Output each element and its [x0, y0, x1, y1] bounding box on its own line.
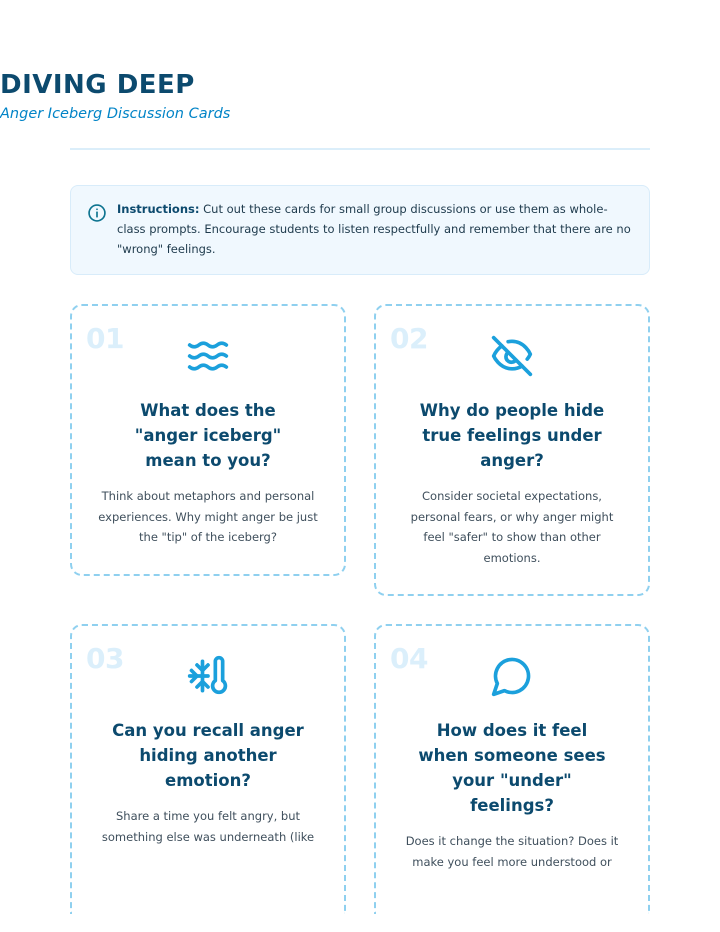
instructions-body: Cut out these cards for small group discussions or use them as whole-class prompts. Encourage students to listen respectfully and remember that there are no "wrong" feelings.	[117, 202, 631, 256]
card-description: Does it change the situation? Does it make you feel more understood or	[405, 834, 619, 869]
waves-icon	[186, 334, 230, 378]
instructions-label: Instructions:	[117, 202, 200, 216]
card-description: Consider societal expectations, personal fears, or why anger might feel "safer" to show than other emotions.	[410, 489, 614, 565]
card-number: 01	[86, 322, 124, 355]
instructions-box	[70, 185, 650, 275]
page-title: DIVING DEEP	[0, 70, 195, 100]
card-description: Think about metaphors and personal experiences. Why might anger be just the "tip" of the iceberg?	[98, 489, 318, 544]
eye-off-icon	[490, 334, 534, 378]
page-subtitle: Anger Iceberg Discussion Cards	[0, 106, 231, 122]
card-question: Can you recall anger hiding another emotion?	[112, 721, 304, 790]
info-icon	[87, 203, 107, 223]
message-circle-icon	[490, 654, 534, 698]
discussion-card-3	[70, 624, 346, 914]
card-question: What does the "anger iceberg" mean to you?	[134, 401, 282, 470]
discussion-card-1	[70, 304, 346, 576]
header-divider	[70, 148, 650, 150]
card-question: How does it feel when someone sees your "under" feelings?	[418, 721, 606, 815]
discussion-card-2	[374, 304, 650, 596]
card-description: Share a time you felt angry, but something else was underneath (like	[101, 809, 315, 844]
discussion-card-4	[374, 624, 650, 914]
card-number: 02	[390, 322, 428, 355]
card-number: 03	[86, 642, 124, 675]
instructions-text	[117, 199, 633, 259]
card-question: Why do people hide true feelings under anger?	[419, 401, 605, 470]
thermometer-snowflake-icon	[186, 654, 230, 698]
card-number: 04	[390, 642, 428, 675]
